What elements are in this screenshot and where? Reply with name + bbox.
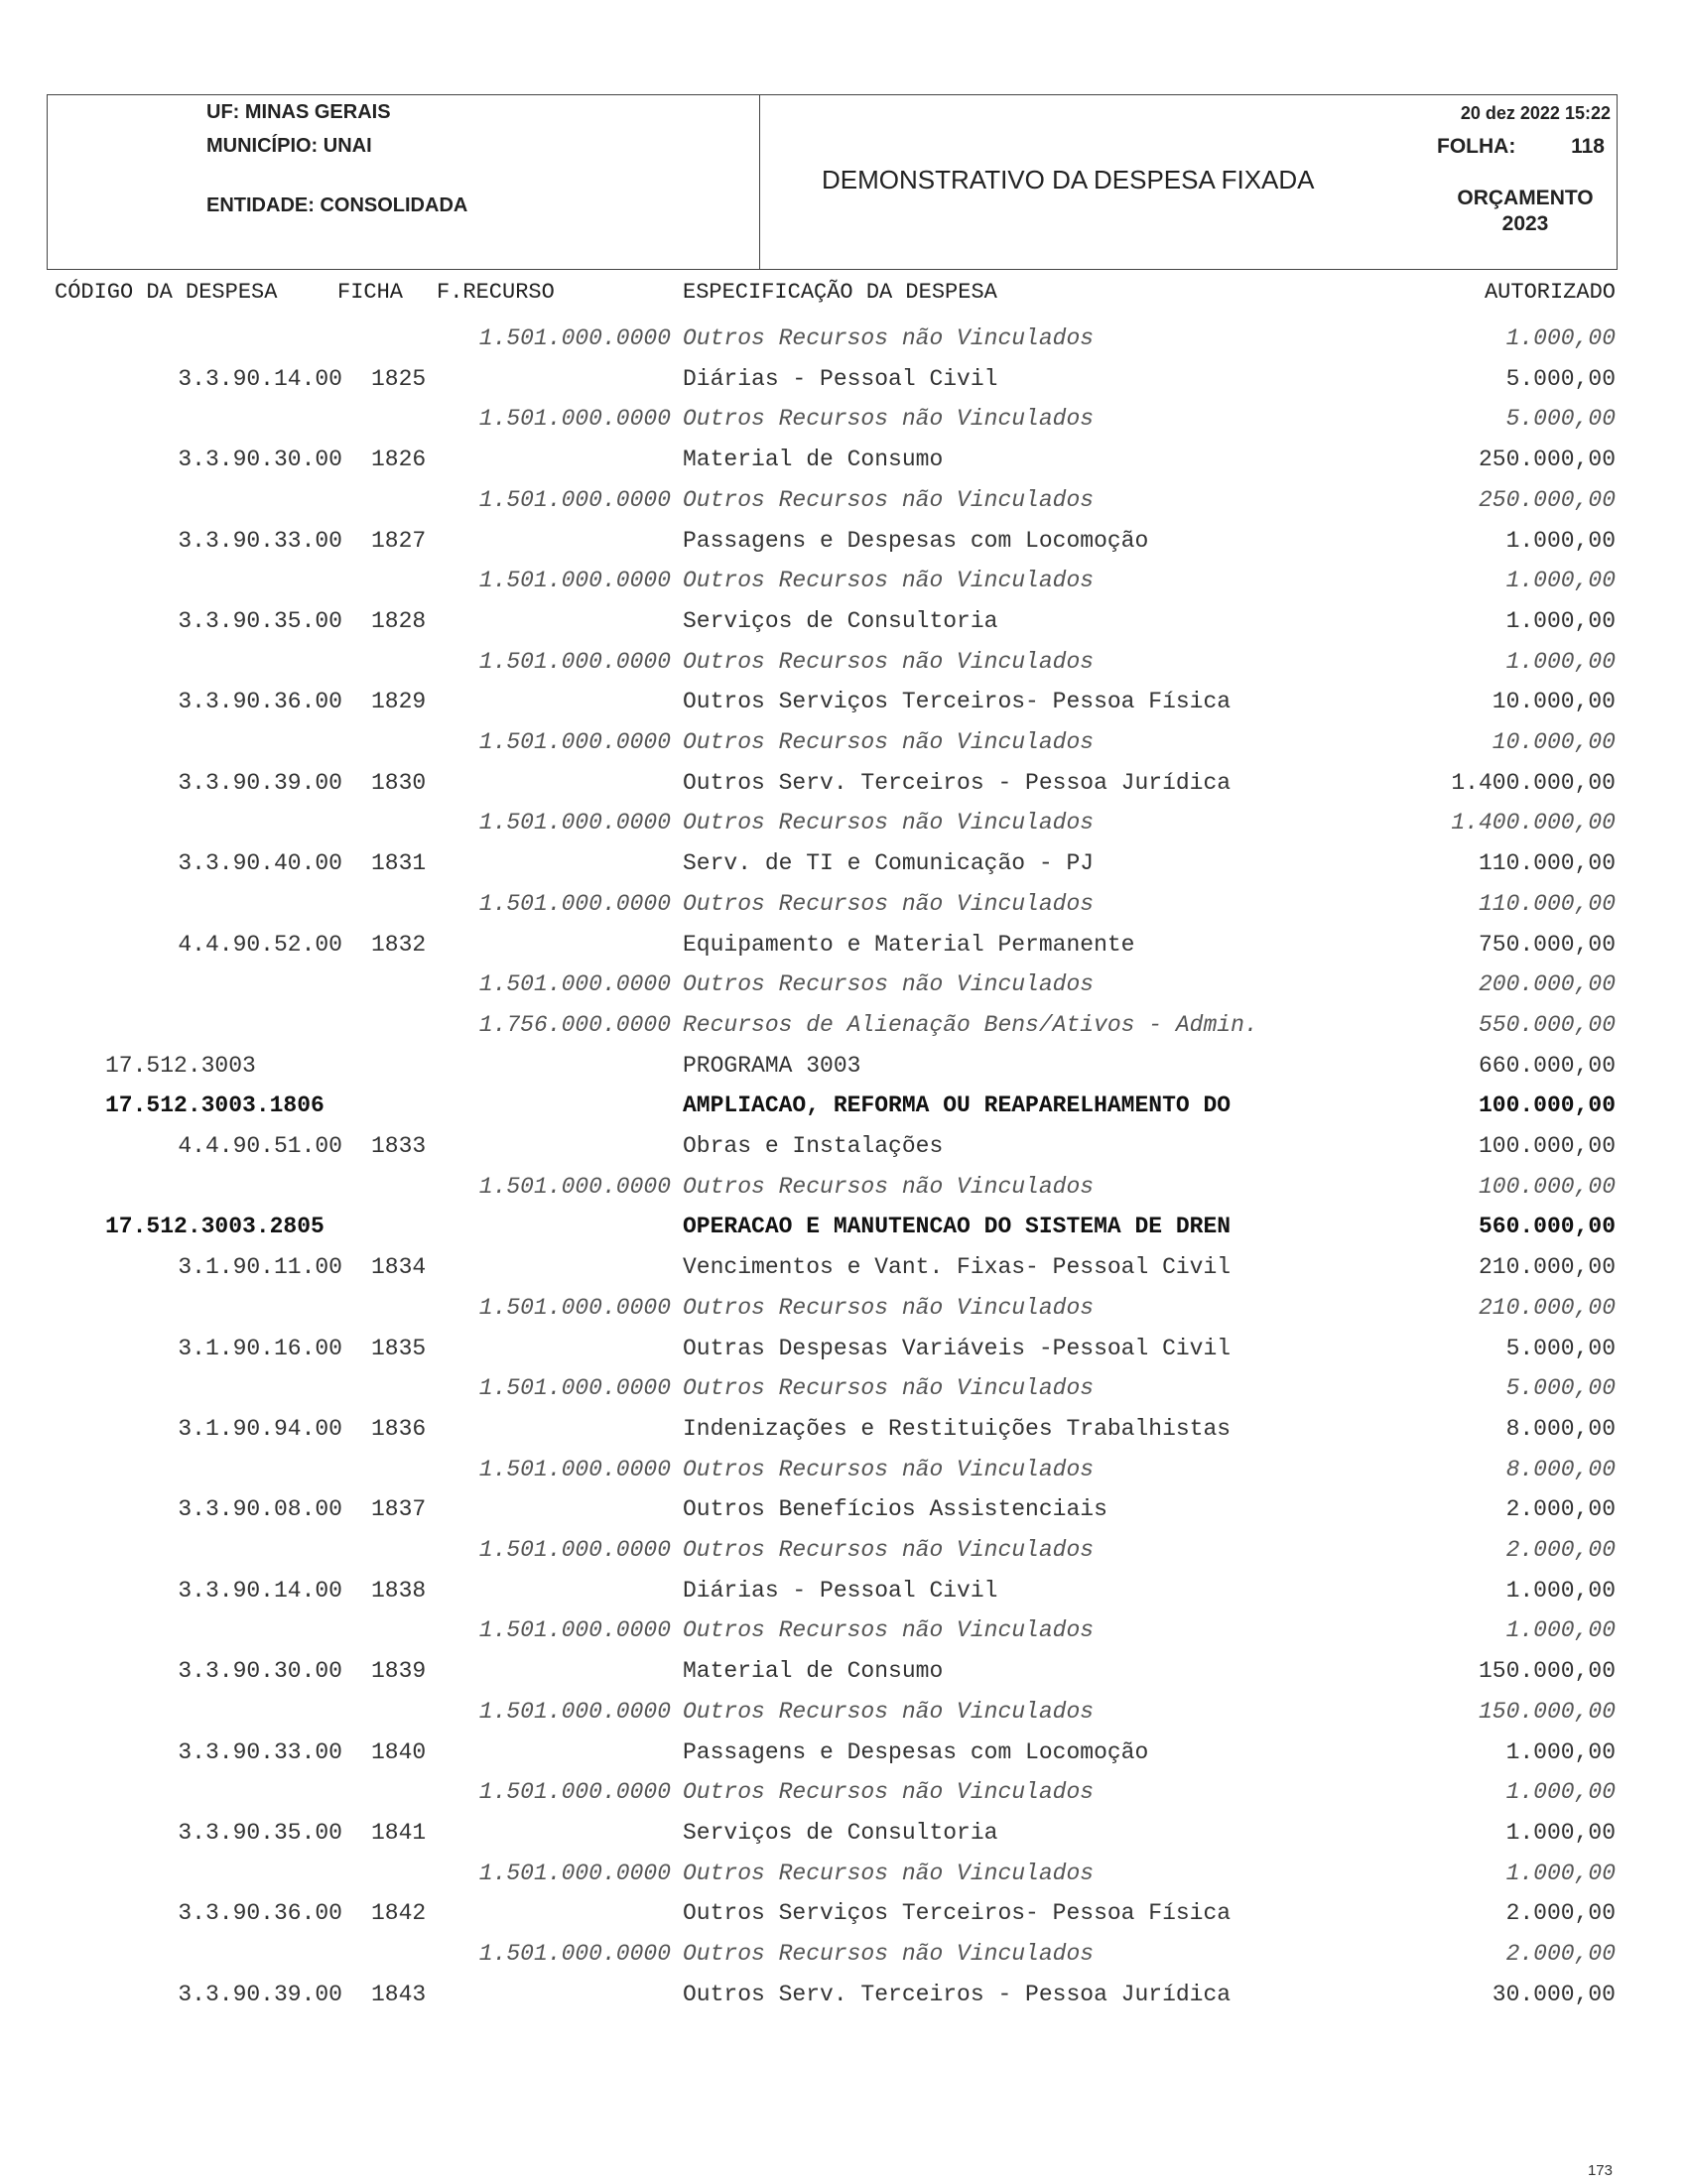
expense-code: 3.3.90.14.00 (178, 1578, 342, 1604)
expense-description: Outros Recursos não Vinculados (683, 1295, 1095, 1321)
col-header-especificacao: ESPECIFICAÇÃO DA DESPESA (683, 280, 997, 305)
orcamento-year: 2023 (1501, 212, 1549, 235)
expense-row (0, 770, 1688, 804)
expense-row (0, 1578, 1688, 1611)
resource-code: 1.501.000.0000 (478, 1375, 671, 1401)
authorized-value: 210.000,00 (1478, 1254, 1616, 1280)
expense-code: 3.3.90.36.00 (178, 1900, 342, 1926)
ficha-number: 1843 (371, 1982, 427, 2007)
expense-description: Serv. de TI e Comunicação - PJ (683, 850, 1095, 876)
expense-code: 3.3.90.33.00 (178, 528, 342, 554)
expense-code: 3.1.90.11.00 (178, 1254, 342, 1280)
expense-code: 3.1.90.16.00 (178, 1336, 342, 1361)
expense-description: Equipamento e Material Permanente (683, 932, 1135, 958)
expense-description: Outros Serv. Terceiros - Pessoa Jurídica (683, 770, 1232, 796)
expense-description: Outros Recursos não Vinculados (683, 1699, 1095, 1725)
authorized-value: 100.000,00 (1478, 1133, 1616, 1159)
expense-description: Serviços de Consultoria (683, 1820, 998, 1846)
authorized-value: 5.000,00 (1505, 1336, 1616, 1361)
resource-code: 1.501.000.0000 (478, 810, 671, 835)
expense-description: Outros Recursos não Vinculados (683, 325, 1095, 351)
ficha-number: 1833 (371, 1133, 427, 1159)
authorized-value: 8.000,00 (1505, 1416, 1616, 1442)
expense-description: Outros Recursos não Vinculados (683, 406, 1095, 432)
authorized-value: 1.000,00 (1505, 1820, 1616, 1846)
municipio-label: MUNICÍPIO: UNAI (206, 135, 372, 157)
expense-code: 3.3.90.33.00 (178, 1739, 342, 1765)
expense-row (0, 850, 1688, 884)
col-header-codigo: CÓDIGO DA DESPESA (55, 280, 278, 305)
expense-description: Outros Recursos não Vinculados (683, 1537, 1095, 1563)
expense-description: Outros Serviços Terceiros- Pessoa Física (683, 689, 1232, 714)
expense-code: 3.3.90.40.00 (178, 850, 342, 876)
authorized-value: 8.000,00 (1505, 1457, 1616, 1482)
authorized-value: 250.000,00 (1478, 447, 1616, 472)
authorized-value: 100.000,00 (1478, 1092, 1616, 1118)
authorized-value: 1.400.000,00 (1451, 810, 1616, 835)
authorized-value: 30.000,00 (1492, 1982, 1616, 2007)
authorized-value: 1.000,00 (1505, 1861, 1616, 1886)
source-row (0, 1295, 1688, 1329)
action-row (0, 1092, 1688, 1126)
authorized-value: 2.000,00 (1505, 1900, 1616, 1926)
expense-row (0, 608, 1688, 642)
expense-code: 3.3.90.35.00 (178, 1820, 342, 1846)
expense-row (0, 1982, 1688, 2015)
authorized-value: 150.000,00 (1478, 1658, 1616, 1684)
expense-code: 3.3.90.35.00 (178, 608, 342, 634)
expense-description: Serviços de Consultoria (683, 608, 998, 634)
authorized-value: 200.000,00 (1478, 971, 1616, 997)
authorized-value: 1.000,00 (1505, 568, 1616, 593)
authorized-value: 2.000,00 (1505, 1496, 1616, 1522)
expense-row (0, 689, 1688, 722)
authorized-value: 750.000,00 (1478, 932, 1616, 958)
expense-row (0, 1336, 1688, 1369)
ficha-number: 1829 (371, 689, 427, 714)
expense-code: 3.3.90.30.00 (178, 1658, 342, 1684)
source-row (0, 406, 1688, 440)
ficha-number: 1841 (371, 1820, 427, 1846)
expense-description: Outros Recursos não Vinculados (683, 568, 1095, 593)
resource-code: 1.501.000.0000 (478, 1617, 671, 1643)
source-row (0, 1779, 1688, 1813)
expense-description: AMPLIACAO, REFORMA OU REAPARELHAMENTO DO (683, 1092, 1232, 1118)
expense-row (0, 1739, 1688, 1773)
authorized-value: 1.000,00 (1505, 1779, 1616, 1805)
expense-description: Outros Recursos não Vinculados (683, 971, 1095, 997)
expense-description: Outros Recursos não Vinculados (683, 649, 1095, 675)
orcamento-label: ORÇAMENTO (1457, 187, 1594, 209)
resource-code: 1.501.000.0000 (478, 971, 671, 997)
authorized-value: 1.000,00 (1505, 1739, 1616, 1765)
expense-description: Diárias - Pessoal Civil (683, 1578, 998, 1604)
expense-description: Indenizações e Restituições Trabalhistas (683, 1416, 1232, 1442)
page-number: 173 (1587, 2162, 1613, 2179)
expense-row (0, 1496, 1688, 1530)
expense-description: Material de Consumo (683, 447, 944, 472)
authorized-value: 1.400.000,00 (1451, 770, 1616, 796)
action-row (0, 1214, 1688, 1247)
expense-code: 3.3.90.14.00 (178, 366, 342, 392)
authorized-value: 110.000,00 (1478, 891, 1616, 917)
source-row (0, 1457, 1688, 1490)
report-title: DEMONSTRATIVO DA DESPESA FIXADA (822, 165, 1315, 194)
expense-description: PROGRAMA 3003 (683, 1053, 861, 1079)
resource-code: 1.501.000.0000 (478, 1861, 671, 1886)
source-row (0, 1861, 1688, 1894)
ficha-number: 1830 (371, 770, 427, 796)
expense-row (0, 1658, 1688, 1692)
expense-code: 3.3.90.39.00 (178, 770, 342, 796)
authorized-value: 1.000,00 (1505, 1578, 1616, 1604)
expense-description: Outros Recursos não Vinculados (683, 1174, 1095, 1200)
expense-description: Outros Recursos não Vinculados (683, 1779, 1095, 1805)
ficha-number: 1837 (371, 1496, 427, 1522)
expense-row (0, 1416, 1688, 1450)
ficha-number: 1839 (371, 1658, 427, 1684)
resource-code: 1.501.000.0000 (478, 891, 671, 917)
folha-label: FOLHA: (1437, 135, 1516, 158)
expense-code: 4.4.90.52.00 (178, 932, 342, 958)
expense-description: Vencimentos e Vant. Fixas- Pessoal Civil (683, 1254, 1232, 1280)
expense-row (0, 366, 1688, 400)
ficha-number: 1842 (371, 1900, 427, 1926)
authorized-value: 5.000,00 (1505, 1375, 1616, 1401)
expense-code: 3.1.90.94.00 (178, 1416, 342, 1442)
expense-description: Passagens e Despesas com Locomoção (683, 1739, 1149, 1765)
authorized-value: 150.000,00 (1478, 1699, 1616, 1725)
expense-row (0, 1900, 1688, 1934)
resource-code: 1.756.000.0000 (478, 1012, 671, 1038)
expense-description: Outros Recursos não Vinculados (683, 487, 1095, 513)
source-row (0, 971, 1688, 1005)
ficha-number: 1827 (371, 528, 427, 554)
folha-number: 118 (1571, 135, 1605, 158)
expense-description: Diárias - Pessoal Civil (683, 366, 998, 392)
authorized-value: 1.000,00 (1505, 528, 1616, 554)
ficha-number: 1838 (371, 1578, 427, 1604)
authorized-value: 100.000,00 (1478, 1174, 1616, 1200)
source-row (0, 1699, 1688, 1733)
expense-description: Outros Recursos não Vinculados (683, 1457, 1095, 1482)
expense-code: 3.3.90.39.00 (178, 1982, 342, 2007)
authorized-value: 1.000,00 (1505, 649, 1616, 675)
source-row (0, 810, 1688, 843)
source-row (0, 729, 1688, 763)
expense-description: OPERACAO E MANUTENCAO DO SISTEMA DE DREN (683, 1214, 1232, 1239)
authorized-value: 10.000,00 (1492, 689, 1616, 714)
authorized-value: 2.000,00 (1505, 1941, 1616, 1967)
expense-code: 3.3.90.30.00 (178, 447, 342, 472)
resource-code: 1.501.000.0000 (478, 1537, 671, 1563)
ficha-number: 1826 (371, 447, 427, 472)
authorized-value: 210.000,00 (1478, 1295, 1616, 1321)
expense-code: 17.512.3003.1806 (105, 1092, 325, 1118)
ficha-number: 1832 (371, 932, 427, 958)
expense-code: 17.512.3003 (105, 1053, 256, 1079)
source-row (0, 487, 1688, 521)
resource-code: 1.501.000.0000 (478, 649, 671, 675)
expense-code: 17.512.3003.2805 (105, 1214, 325, 1239)
authorized-value: 1.000,00 (1505, 325, 1616, 351)
source-row (0, 1941, 1688, 1975)
source-row (0, 649, 1688, 683)
resource-code: 1.501.000.0000 (478, 1295, 671, 1321)
resource-code: 1.501.000.0000 (478, 729, 671, 755)
expense-description: Obras e Instalações (683, 1133, 944, 1159)
authorized-value: 2.000,00 (1505, 1537, 1616, 1563)
expense-description: Outros Recursos não Vinculados (683, 1617, 1095, 1643)
ficha-number: 1831 (371, 850, 427, 876)
expense-code: 3.3.90.08.00 (178, 1496, 342, 1522)
expense-description: Passagens e Despesas com Locomoção (683, 528, 1149, 554)
ficha-number: 1840 (371, 1739, 427, 1765)
resource-code: 1.501.000.0000 (478, 1174, 671, 1200)
ficha-number: 1835 (371, 1336, 427, 1361)
resource-code: 1.501.000.0000 (478, 325, 671, 351)
resource-code: 1.501.000.0000 (478, 1941, 671, 1967)
source-row (0, 1375, 1688, 1409)
expense-description: Outros Serviços Terceiros- Pessoa Física (683, 1900, 1232, 1926)
source-row (0, 568, 1688, 601)
authorized-value: 5.000,00 (1505, 366, 1616, 392)
uf-label: UF: MINAS GERAIS (206, 101, 391, 123)
authorized-value: 5.000,00 (1505, 406, 1616, 432)
expense-row (0, 1254, 1688, 1288)
ficha-number: 1828 (371, 608, 427, 634)
authorized-value: 250.000,00 (1478, 487, 1616, 513)
authorized-value: 1.000,00 (1505, 1617, 1616, 1643)
expense-description: Outros Benefícios Assistenciais (683, 1496, 1107, 1522)
expense-code: 3.3.90.36.00 (178, 689, 342, 714)
source-row (0, 325, 1688, 359)
authorized-value: 110.000,00 (1478, 850, 1616, 876)
expense-row (0, 1133, 1688, 1167)
authorized-value: 1.000,00 (1505, 608, 1616, 634)
resource-code: 1.501.000.0000 (478, 487, 671, 513)
col-header-recurso: F.RECURSO (437, 280, 555, 305)
resource-code: 1.501.000.0000 (478, 568, 671, 593)
report-datetime: 20 dez 2022 15:22 (1460, 103, 1611, 123)
expense-description: Outros Recursos não Vinculados (683, 891, 1095, 917)
expense-row (0, 528, 1688, 562)
entidade-label: ENTIDADE: CONSOLIDADA (206, 194, 468, 216)
source-row (0, 891, 1688, 925)
expense-description: Outros Recursos não Vinculados (683, 810, 1095, 835)
resource-code: 1.501.000.0000 (478, 1699, 671, 1725)
expense-description: Outros Recursos não Vinculados (683, 1861, 1095, 1886)
resource-code: 1.501.000.0000 (478, 406, 671, 432)
col-header-autorizado: AUTORIZADO (1484, 280, 1616, 305)
authorized-value: 560.000,00 (1478, 1214, 1616, 1239)
expense-description: Outros Serv. Terceiros - Pessoa Jurídica (683, 1982, 1232, 2007)
source-row (0, 1537, 1688, 1571)
source-row (0, 1174, 1688, 1208)
expense-code: 4.4.90.51.00 (178, 1133, 342, 1159)
ficha-number: 1825 (371, 366, 427, 392)
expense-description: Outros Recursos não Vinculados (683, 1375, 1095, 1401)
expense-description: Material de Consumo (683, 1658, 944, 1684)
program-row (0, 1053, 1688, 1087)
expense-description: Outros Recursos não Vinculados (683, 729, 1095, 755)
authorized-value: 10.000,00 (1492, 729, 1616, 755)
ficha-number: 1834 (371, 1254, 427, 1280)
expense-row (0, 932, 1688, 965)
col-header-ficha: FICHA (337, 280, 404, 305)
ficha-number: 1836 (371, 1416, 427, 1442)
expense-row (0, 1820, 1688, 1854)
authorized-value: 550.000,00 (1478, 1012, 1616, 1038)
authorized-value: 660.000,00 (1478, 1053, 1616, 1079)
expense-description: Outras Despesas Variáveis -Pessoal Civil (683, 1336, 1232, 1361)
expense-row (0, 447, 1688, 480)
source-row (0, 1012, 1688, 1046)
resource-code: 1.501.000.0000 (478, 1779, 671, 1805)
resource-code: 1.501.000.0000 (478, 1457, 671, 1482)
expense-description: Outros Recursos não Vinculados (683, 1941, 1095, 1967)
expense-description: Recursos de Alienação Bens/Ativos - Admin. (683, 1012, 1258, 1038)
source-row (0, 1617, 1688, 1651)
